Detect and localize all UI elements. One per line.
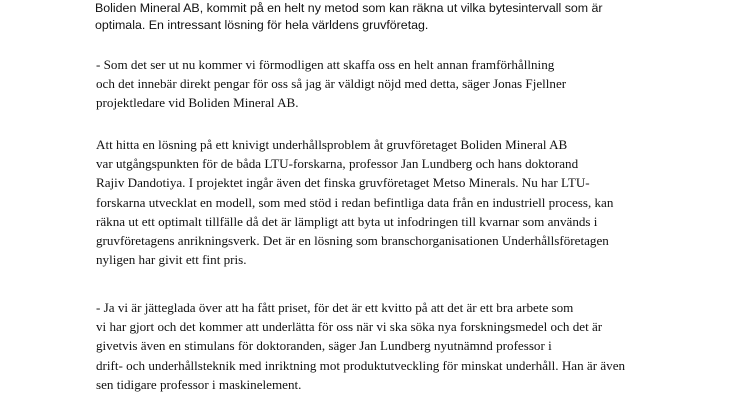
lead-line: Boliden Mineral AB, kommit på en helt ny metod som kan räkna ut vilka bytesintervall som är [95, 1, 603, 15]
paragraph-line: forskarna utvecklat en modell, som med stöd i redan befintliga data från en industriell process, kan [96, 194, 614, 210]
paragraph-line: Rajiv Dandotiya. I projektet ingår även det finska gruvföretaget Metso Minerals. Nu har LTU- [96, 175, 590, 191]
paragraph-line: räkna ut ett optimalt tillfälle då det är lämpligt att byta ut infodringen till kvarnar som används i [96, 213, 598, 229]
paragraph-line: - Som det ser ut nu kommer vi förmodligen att skaffa oss en helt annan framförhållning [96, 57, 555, 72]
paragraph-line: vi har gjort och det kommer att underlätta för oss när vi ska söka nya forskningsmedel och det är [96, 319, 603, 335]
paragraph-line: drift- och underhållsteknik med inriktning mot produktutveckling för minskat underhåll. Han är även [96, 357, 626, 373]
lead-paragraph [95, 0, 603, 34]
paragraph-line: sen tidigare professor i maskinelement. [96, 376, 302, 392]
paragraph-line: Att hitta en lösning på ett knivigt underhållsproblem åt gruvföretaget Boliden Mineral AB [96, 137, 568, 152]
lead-line: optimala. En intressant lösning för hela världens gruvföretag. [95, 18, 429, 32]
paragraph-line: givetvis även en stimulans för doktoranden, säger Jan Lundberg nyutnämnd professor i [96, 338, 552, 354]
paragraph-line: var utgångspunkten för de båda LTU-forskarna, professor Jan Lundberg och hans doktorand [96, 156, 579, 172]
body-paragraph-project [96, 135, 613, 269]
paragraph-line: - Ja vi är jätteglada över att ha fått priset, för det är ett kvitto på att det är ett bra arbete som [96, 300, 574, 315]
paragraph-line: och det innebär direkt pengar för oss så jag är väldigt nöjd med detta, säger Jonas Fjellner [96, 76, 567, 92]
paragraph-line: nyligen har givit ett fint pris. [96, 252, 247, 268]
quote-paragraph-lundberg [96, 298, 625, 394]
paragraph-line: gruvföretagens anrikningsverk. Det är en lösning som branschorganisationen Underhållsföretagen [96, 233, 609, 249]
quote-paragraph-fjellner [96, 55, 566, 113]
paragraph-line: projektledare vid Boliden Mineral AB. [96, 95, 299, 111]
